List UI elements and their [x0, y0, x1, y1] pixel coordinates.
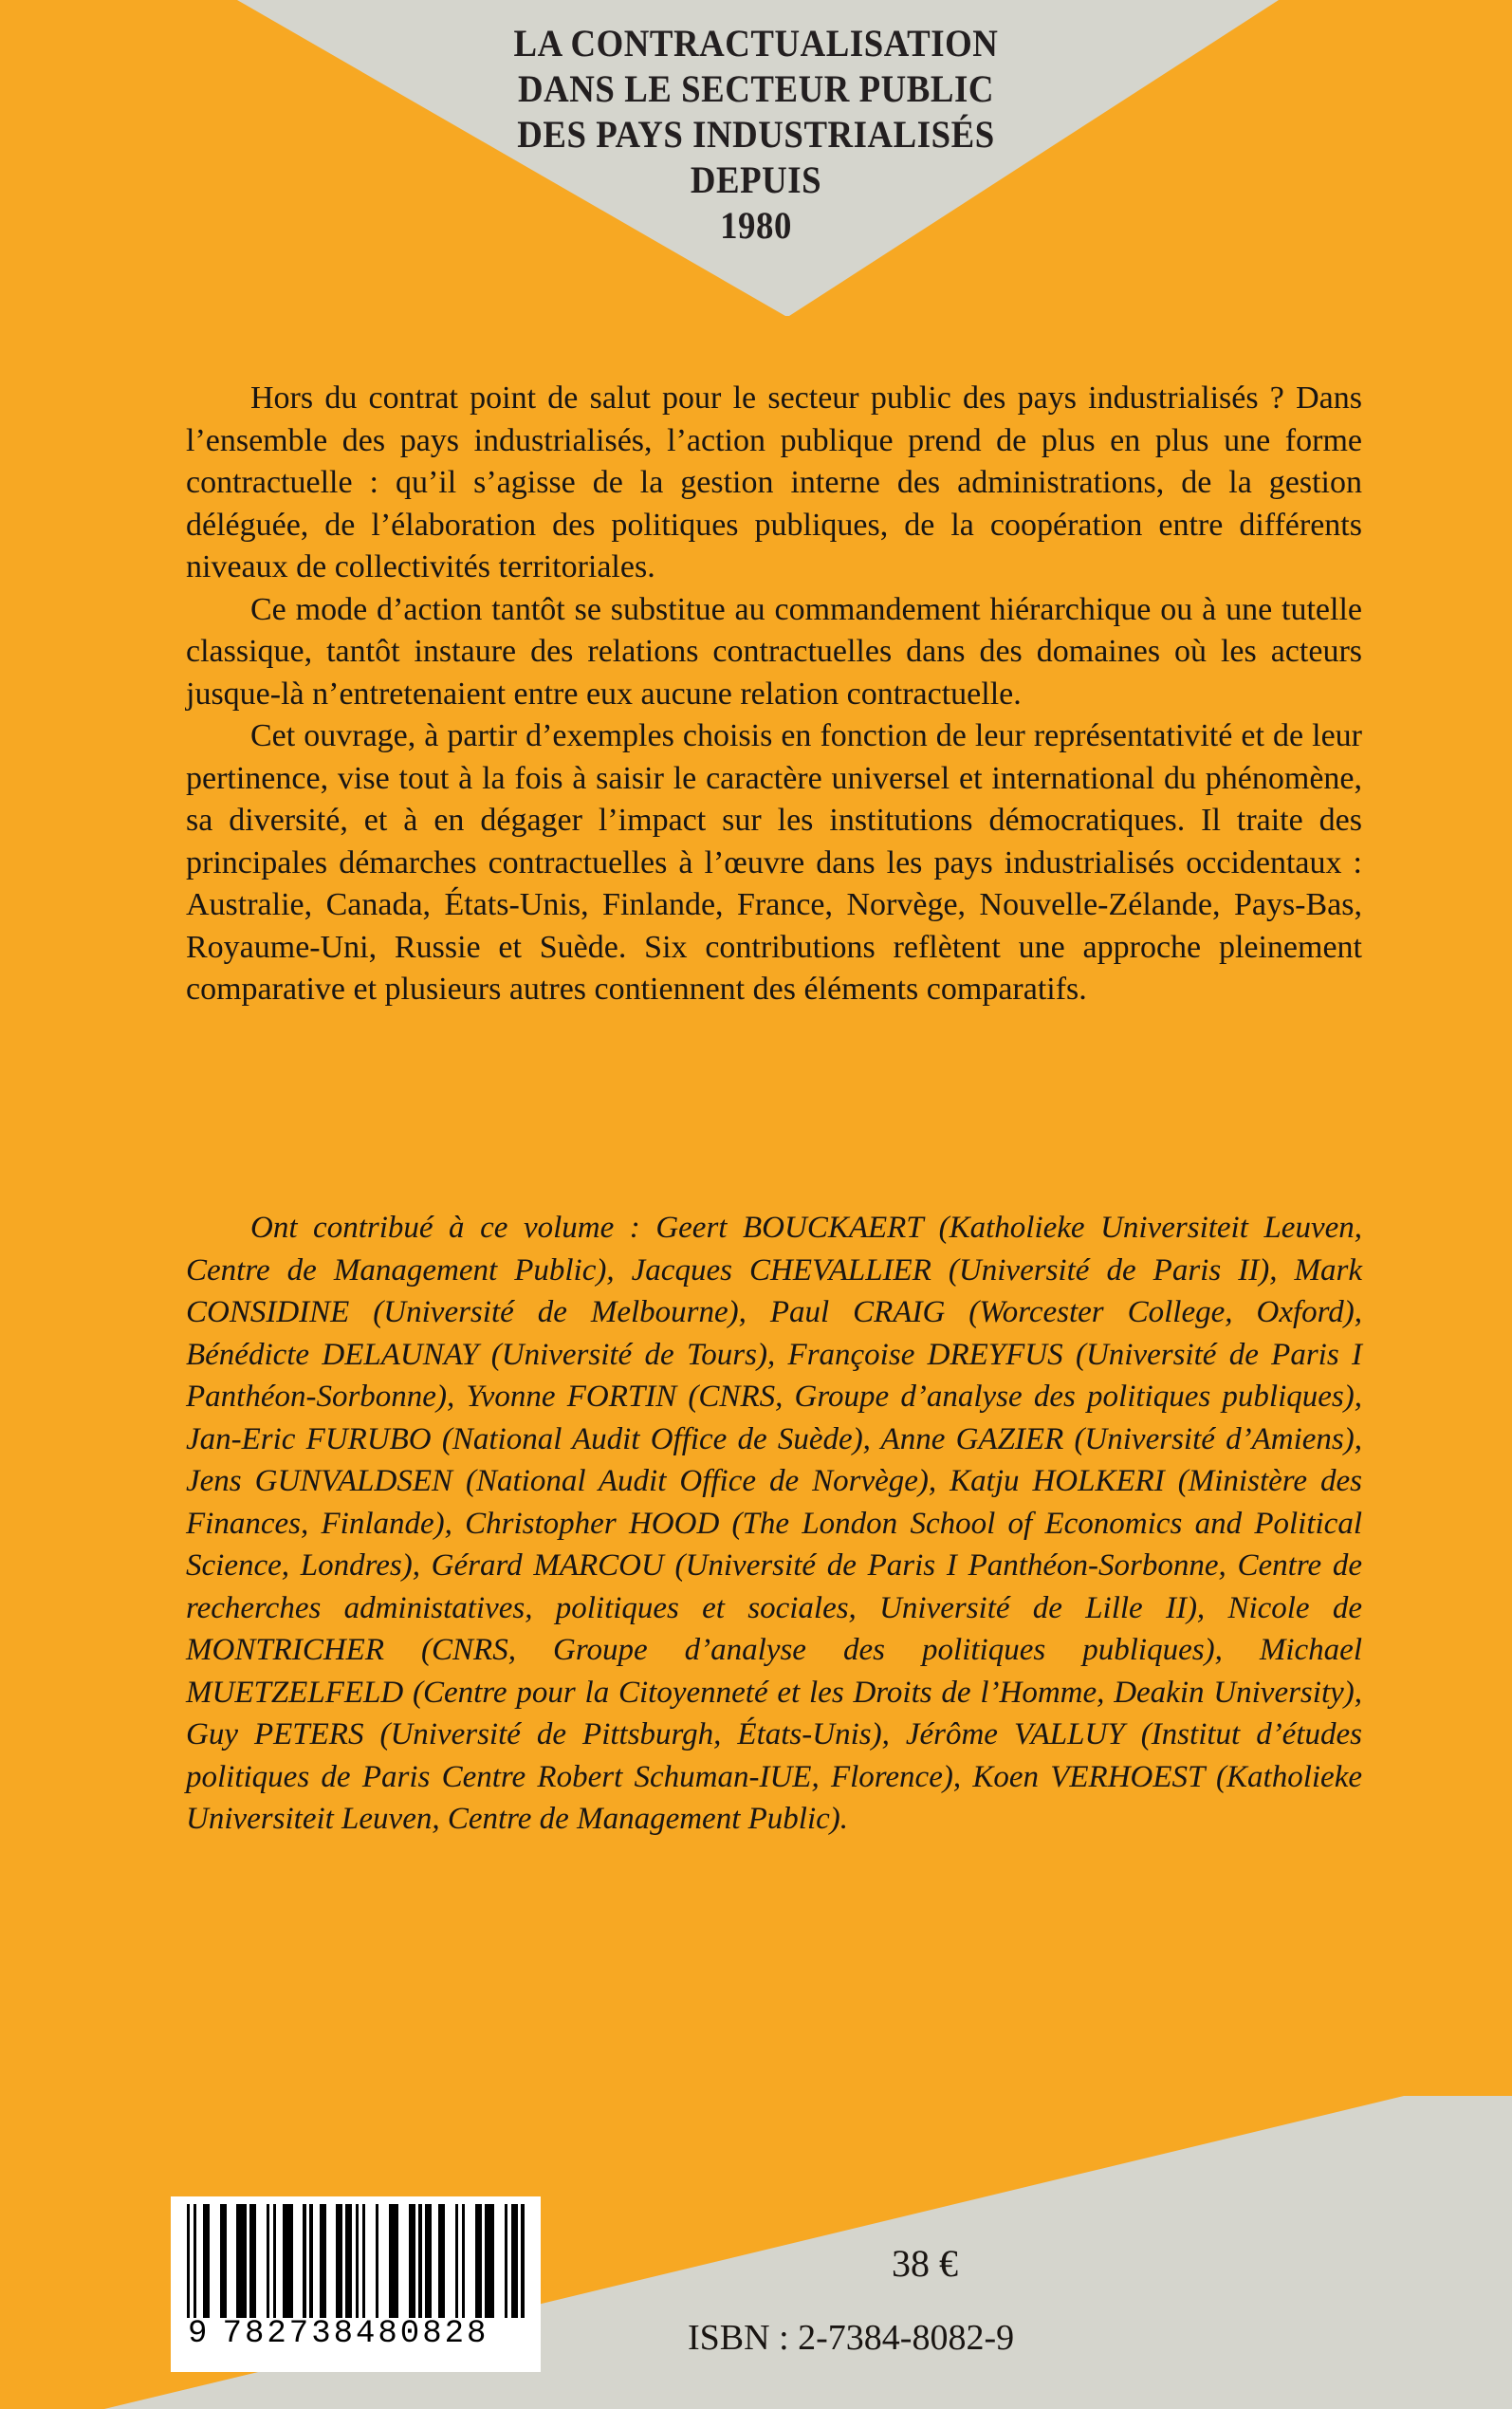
blurb-paragraph-1: Hors du contrat point de salut pour le secteur public des pays industrialisés ? Dans l’ensemble des pays industrialisés, l’action publique prend de plus en plus une forme contractuelle : qu’il s’agisse de la gestion interne des administrations, de la gestion déléguée, de l’élaboration des politiques publiques, de la coopération entre différents niveaux de collectivités territoriales. — [186, 380, 1362, 584]
barcode-bars — [187, 2204, 525, 2318]
blurb-paragraph-2: Ce mode d’action tantôt se substitue au commandement hiérarchique ou à une tutelle classique, tantôt instaure des relations contractuelles dans des domaines où les acteurs jusque-là n’entretenaient entre eux aucune relation contractuelle. — [186, 591, 1362, 712]
price-label: 38 € — [892, 2242, 958, 2285]
barcode-digits: 782738480828 — [222, 2316, 489, 2352]
title-line-2: DANS LE SECTEUR PUBLIC — [518, 67, 994, 110]
contributors-text — [186, 1207, 1362, 1841]
barcode — [171, 2196, 541, 2372]
isbn-label: ISBN : 2-7384-8082-9 — [688, 2318, 1015, 2358]
page-title — [0, 21, 1512, 249]
blurb-text — [186, 378, 1362, 1011]
blurb-paragraph-3: Cet ouvrage, à partir d’exemples choisis en fonction de leur représentativité et de leur pertinence, vise tout à la fois à saisir le caractère universel et international du phénomène, sa diversité, et à en dégager l’impact sur les institutions démocratiques. Il traite des principales démarches contractuelles à l’œuvre dans les pays industrialisés occidentaux : Australie, Canada, États-Unis, Finlande, France, Norvège, Nouvelle-Zélande, Pays-Bas, Royaume-Uni, Russie et Suède. Six contributions reflètent une approche pleinement comparative et plusieurs autres contiennent des éléments comparatifs. — [186, 718, 1362, 1007]
title-line-1: LA CONTRACTUALISATION — [513, 22, 999, 65]
contributors-paragraph: Ont contribué à ce volume : Geert BOUCKAERT (Katholieke Universiteit Leuven, Centre de Management Public), Jacques CHEVALLIER (Université de Paris II), Mark CONSIDINE (Université de Melbourne), Paul CRAIG (Worcester College, Oxford), Bénédicte DELAUNAY (Université de Tours), Françoise DREYFUS (Université de Paris I Panthéon-Sorbonne), Yvonne FORTIN (CNRS, Groupe d’analyse des politiques publiques), Jan-Eric FURUBO (National Audit Office de Suède), Anne GAZIER (Université d’Amiens), Jens GUNVALDSEN (National Audit Office de Norvège), Katju HOLKERI (Ministère des Finances, Finlande), Christopher HOOD (The London School of Economics and Political Science, Londres), Gérard MARCOU (Université de Paris I Panthéon-Sorbonne, Centre de recherches administatives, politiques et sociales, Université de Lille II), Nicole de MONTRICHER (CNRS, Groupe d’analyse des politiques publiques), Michael MUETZELFELD (Centre pour la Citoyenneté et les Droits de l’Homme, Deakin University), Guy PETERS (Université de Pittsburgh, États-Unis), Jérôme VALLUY (Institut d’études politiques de Paris Centre Robert Schuman-IUE, Florence), Koen VERHOEST (Katholieke Universiteit Leuven, Centre de Management Public). — [186, 1211, 1362, 1836]
title-line-3: DES PAYS INDUSTRIALISÉS — [517, 113, 995, 156]
title-line-5: 1980 — [720, 204, 792, 247]
title-line-4: DEPUIS — [690, 158, 822, 201]
barcode-lead-digit: 9 — [188, 2316, 208, 2352]
